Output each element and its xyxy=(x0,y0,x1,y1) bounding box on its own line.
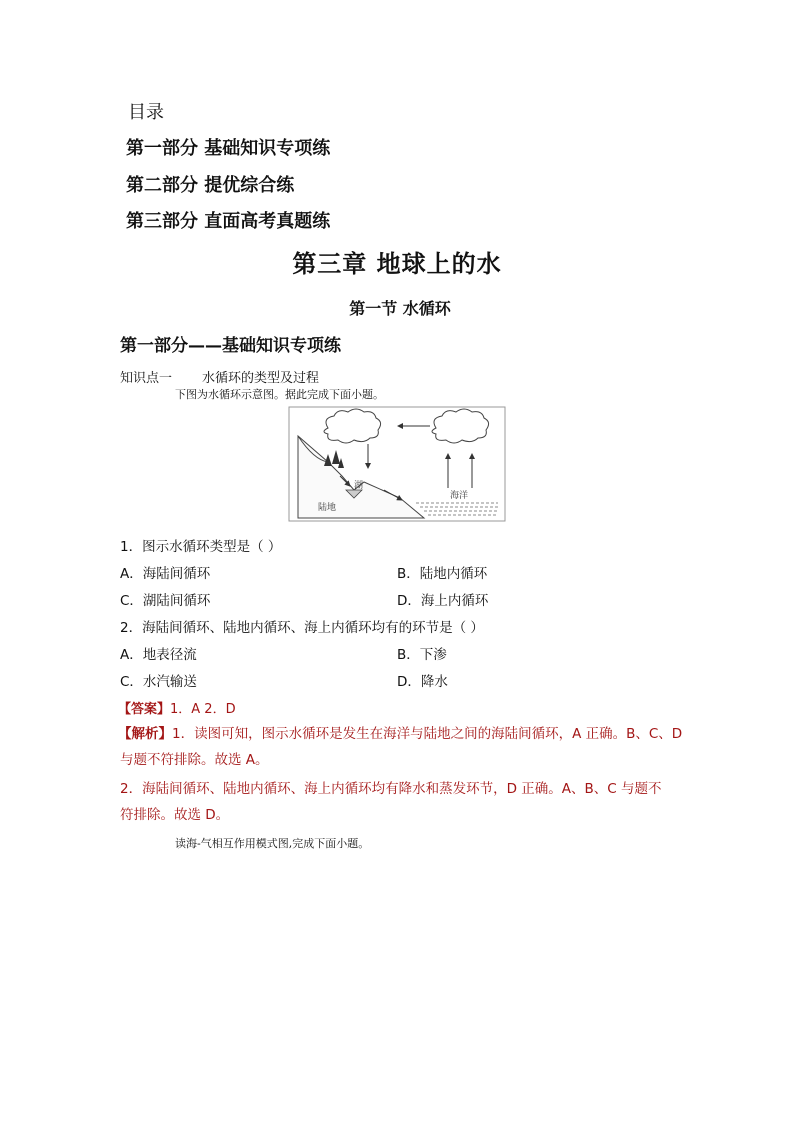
toc-item-part2[interactable]: 第二部分 提优综合练 xyxy=(126,175,295,196)
analysis-line-2: 与题不符排除。故选 A。 xyxy=(120,752,269,768)
toc-item-part3[interactable]: 第三部分 直面高考真题练 xyxy=(126,211,331,232)
label-land: 陆地 xyxy=(318,503,337,513)
part-heading: 第一部分——基础知识专项练 xyxy=(120,336,341,356)
knowledge-point-topic: 水循环的类型及过程 xyxy=(202,371,320,386)
tree-icon xyxy=(324,450,344,468)
analysis-label: 【解析】 xyxy=(118,726,172,742)
land-surface xyxy=(298,436,424,518)
q2-option-a[interactable]: A．地表径流 xyxy=(120,647,197,663)
knowledge-point xyxy=(120,367,319,386)
q2-option-c[interactable]: C．水汽输送 xyxy=(120,674,197,690)
label-ocean: 海洋 xyxy=(450,491,469,501)
analysis-line-3: 2．海陆间循环、陆地内循环、海上内循环均有降水和蒸发环节，D 正确。A、B、C 与题不 xyxy=(120,781,662,797)
cloud-right-icon xyxy=(432,409,489,443)
water-cycle-diagram xyxy=(288,406,508,524)
q1-option-a[interactable]: A．海陆间循环 xyxy=(120,566,211,582)
figure2-intro: 读海-气相互作用模式图,完成下面小题。 xyxy=(175,837,370,850)
chapter-title: 第三章 地球上的水 xyxy=(292,250,502,278)
analysis-line-1 xyxy=(118,721,682,747)
answer-block xyxy=(118,698,236,717)
q2-option-d[interactable]: D．降水 xyxy=(397,674,448,690)
toc-item-part1[interactable]: 第一部分 基础知识专项练 xyxy=(126,138,331,159)
section-title: 第一节 水循环 xyxy=(349,299,451,318)
figure1-intro: 下图为水循环示意图。据此完成下面小题。 xyxy=(175,388,384,401)
q1-option-c[interactable]: C．湖陆间循环 xyxy=(120,593,211,609)
q2-option-b[interactable]: B．下渗 xyxy=(397,647,447,663)
label-lake: 湖 xyxy=(354,481,364,491)
cloud-left-icon xyxy=(324,409,381,443)
analysis-line-4: 符排除。故选 D。 xyxy=(120,807,230,823)
answer-text: 1．A 2．D xyxy=(170,702,236,717)
toc-title: 目录 xyxy=(128,102,164,123)
question-2-stem: 2．海陆间循环、陆地内循环、海上内循环均有的环节是（ ） xyxy=(120,620,484,636)
q1-option-d[interactable]: D．海上内循环 xyxy=(397,593,489,609)
knowledge-point-label: 知识点一 xyxy=(120,371,173,386)
ocean-waves xyxy=(416,503,498,515)
question-1-stem: 1．图示水循环类型是（ ） xyxy=(120,539,282,555)
answer-label: 【答案】 xyxy=(118,702,171,717)
analysis-text-1: 1．读图可知，图示水循环是发生在海洋与陆地之间的海陆间循环，A 正确。B、C、D xyxy=(172,726,683,742)
q1-option-b[interactable]: B．陆地内循环 xyxy=(397,566,488,582)
